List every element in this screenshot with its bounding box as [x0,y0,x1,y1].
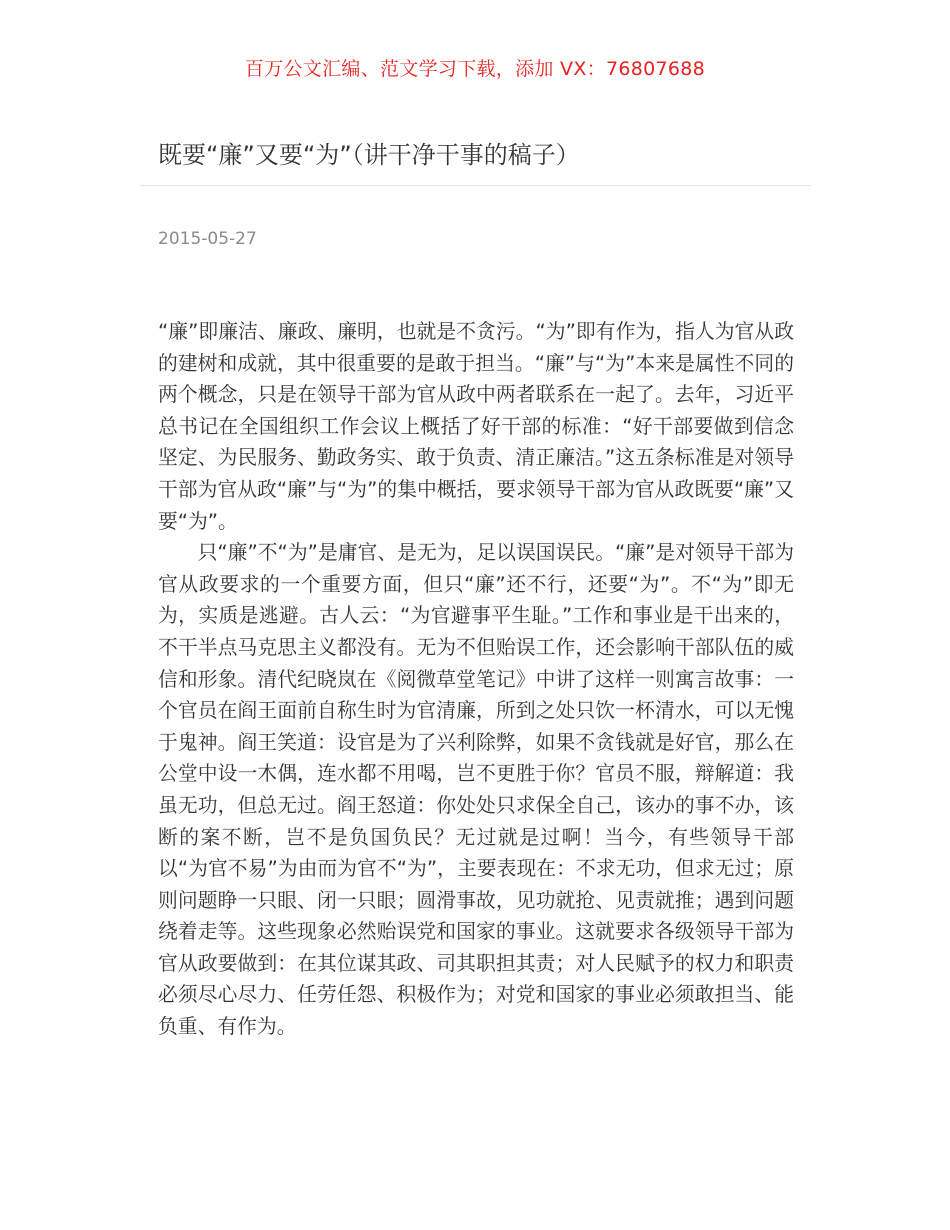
title-divider [140,185,811,186]
article-title: 既要“廉”又要“为”（讲干净干事的稿子） [158,141,580,169]
promo-banner: 百万公文汇编、范文学习下载，添加 VX：76807688 [244,58,706,80]
article-paragraph: 只“廉”不“为”是庸官、是无为，足以误国误民。“廉”是对领导干部为官从政要求的一个重要方面，但只“廉”还不行，还要“为”。不“为”即无为，实质是逃避。古人云：“为官避事平生耻。”工作和事业是干出来的，不干半点马克思主义都没有。无为不但贻误工作，还会影响干部队伍的威信和形象。清代纪晓岚在《阅微草堂笔记》中讲了这样一则寓言故事：一个官员在阎王面前自称生时为官清廉，所到之处只饮一杯清水，可以无愧于鬼神。阎王笑道：设官是为了兴利除弊，如果不贪钱就是好官，那么在公堂中设一木偶，连水都不用喝，岂不更胜于你？官员不服，辩解道：我虽无功，但总无过。阎王怒道：你处处只求保全自己，该办的事不办，该断的案不断，岂不是负国负民？无过就是过啊！当今，有些领导干部以“为官不易”为由而为官不“为”，主要表现在：不求无功，但求无过；原则问题睁一只眼、闭一只眼；圆滑事故，见功就抢、见责就推；遇到问题绕着走等。这些现象必然贻误党和国家的事业。这就要求各级领导干部为官从政要做到：在其位谋其政、司其职担其责；对人民赋予的权力和职责必须尽心尽力、任劳任怨、积极作为；对党和国家的事业必须敢担当、能负重、有作为。 [158,541,794,1039]
article-paragraph: “廉”即廉洁、廉政、廉明，也就是不贪污。“为”即有作为，指人为官从政的建树和成就，其中很重要的是敢于担当。“廉”与“为”本来是属性不同的两个概念，只是在领导干部为官从政中两者联系在一起了。去年，习近平总书记在全国组织工作会议上概括了好干部的标准：“好干部要做到信念坚定、为民服务、勤政务实、敢于负责、清正廉洁。”这五条标准是对领导干部为官从政“廉”与“为”的集中概括，要求领导干部为官从政既要“廉”又要“为”。 [158,320,794,533]
article-body [158,316,794,1043]
publish-date: 2015-05-27 [158,229,257,249]
